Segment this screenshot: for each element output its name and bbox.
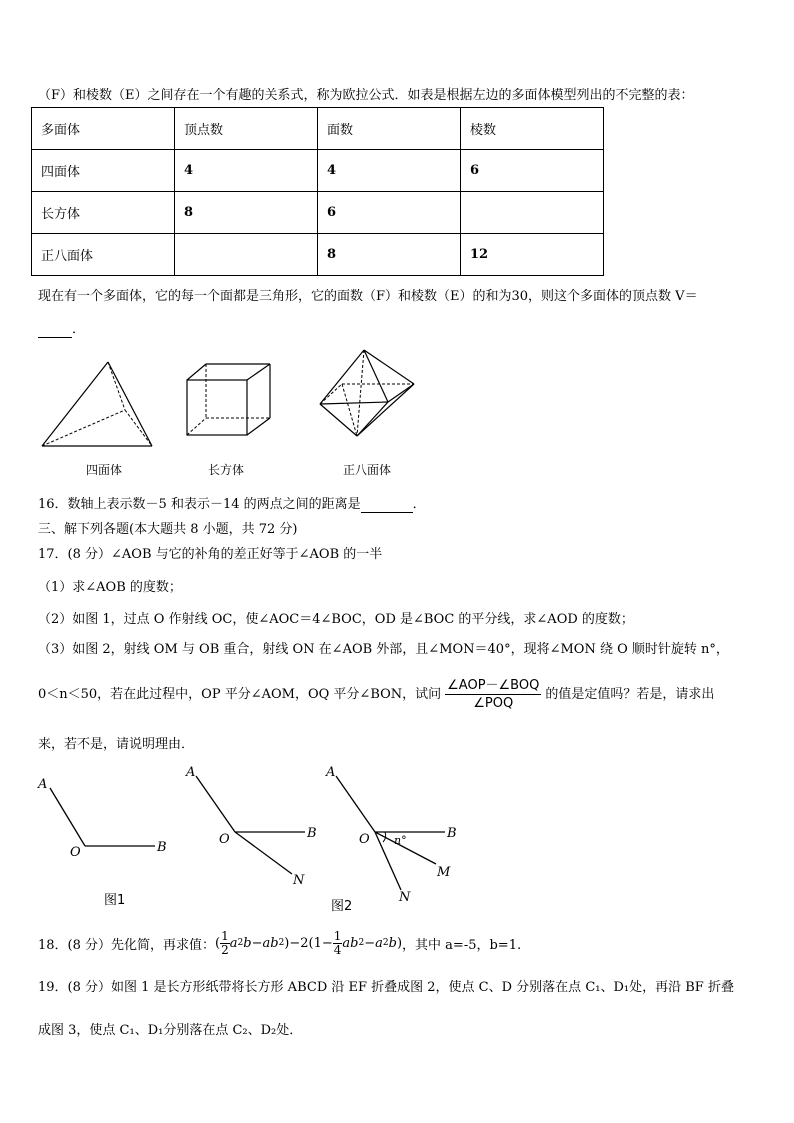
point-label: B — [157, 840, 167, 855]
table-row — [32, 150, 604, 192]
figure-2-right — [325, 765, 457, 905]
point-label: M — [437, 865, 451, 880]
q18-head: 18．(8 分）先化简，再求值： — [38, 937, 216, 953]
table-cell: 正八面体 — [32, 234, 175, 276]
point-label: N — [399, 890, 411, 905]
q18-line — [38, 924, 521, 962]
point-label: B — [307, 826, 317, 841]
polyhedra-figures — [30, 340, 430, 480]
table-cell: 四面体 — [32, 150, 175, 192]
q18-expression: ( 1 2 a 2 b − ab 2 )−2(1− 1 4 ab 2 − a 2 b ) — [215, 928, 403, 957]
q17-part2: （2）如图 1，过点 O 作射线 OC，使∠AOC＝4∠BOC，OD 是∠BOC 的平分线，求∠AOD 的度数； — [38, 612, 634, 627]
table-cell: 8 — [318, 234, 461, 276]
table-header-cell: 顶点数 — [175, 108, 318, 150]
octahedron-figure — [320, 350, 414, 436]
table-header-row — [32, 108, 604, 150]
q17-part3-cont — [38, 673, 714, 711]
point-label: A — [186, 765, 196, 780]
fraction-numerator: ∠AOP－∠BOQ — [445, 674, 541, 695]
q17-condition: 0＜n＜50，若在此过程中，OP 平分∠AOM，OQ 平分∠BON，试问 — [38, 686, 442, 702]
point-label: B — [447, 826, 457, 841]
point-label: N — [293, 873, 305, 888]
cuboid-figure — [187, 364, 270, 435]
ratio-fraction — [445, 674, 541, 711]
answer-blank — [38, 322, 72, 338]
q16-end: ． — [412, 497, 426, 512]
table-row — [32, 192, 604, 234]
q15-end: ． — [72, 322, 86, 337]
figure-2-left — [185, 765, 317, 888]
octahedron-label: 正八面体 — [343, 463, 392, 477]
answer-blank — [361, 497, 413, 513]
point-label: A — [38, 777, 48, 792]
point-label: O — [70, 845, 81, 860]
table-cell: 8 — [175, 192, 318, 234]
table-cell — [175, 234, 318, 276]
cuboid-label: 长方体 — [208, 463, 245, 477]
q17-part3: （3）如图 2，射线 OM 与 OB 重合，射线 ON 在∠AOB 外部，且∠MON＝40°，现将∠MON 绕 O 顺时针旋转 n°， — [38, 642, 729, 657]
polyhedron-table — [31, 107, 604, 276]
angle-label: n° — [394, 834, 407, 847]
table-cell: 4 — [175, 150, 318, 192]
fraction-denominator: ∠POQ — [473, 695, 514, 711]
figure-1-caption: 图1 — [104, 893, 126, 908]
table-header-cell: 棱数 — [461, 108, 604, 150]
table-header-cell: 多面体 — [32, 108, 175, 150]
tetrahedron-label: 四面体 — [86, 463, 123, 477]
q16-text: 16．数轴上表示数－5 和表示－14 的两点之间的距离是 — [38, 497, 361, 512]
q15-text: 现在有一个多面体，它的每一个面都是三角形，它的面数（F）和棱数（E）的和为30，则这个多面体的顶点数 V＝ — [38, 289, 698, 304]
table-cell: 12 — [461, 234, 604, 276]
table-cell — [461, 192, 604, 234]
section-heading: 三、解下列各题(本大题共 8 小题，共 72 分) — [38, 522, 298, 537]
table-cell: 4 — [318, 150, 461, 192]
table-header-cell: 面数 — [318, 108, 461, 150]
q17-question: 的值是定值吗？若是，请求出 — [545, 686, 715, 702]
q18-tail: ，其中 a=-5，b=1. — [402, 937, 522, 953]
point-label: O — [219, 832, 230, 847]
angle-figures — [30, 760, 480, 910]
figure-1 — [37, 777, 167, 860]
point-label: A — [326, 765, 336, 780]
table-cell: 6 — [461, 150, 604, 192]
table-row — [32, 234, 604, 276]
q17-head: 17．(8 分）∠AOB 与它的补角的差正好等于∠AOB 的一半 — [38, 547, 383, 562]
tetrahedron-figure — [42, 362, 152, 446]
q19-line-2: 成图 3，使点 C₁、D₁分别落在点 C₂、D₂处． — [38, 1023, 303, 1038]
figure-2-caption: 图2 — [331, 899, 353, 914]
table-cell: 6 — [318, 192, 461, 234]
q19-line-1: 19．(8 分）如图 1 是长方形纸带将长方形 ABCD 沿 EF 折叠成图 2，使点 C、D 分别落在点 C₁、D₁处，再沿 BF 折叠 — [38, 980, 734, 995]
q17-part1: （1）求∠AOB 的度数； — [38, 580, 182, 595]
table-cell: 长方体 — [32, 192, 175, 234]
point-label: O — [359, 832, 370, 847]
q15-answer-line — [38, 318, 85, 338]
q16-line — [38, 493, 426, 513]
intro-line: （F）和棱数（E）之间存在一个有趣的关系式，称为欧拉公式．如表是根据左边的多面体模型列出的不完整的表： — [38, 88, 694, 103]
q17-part3-end: 来，若不是，请说明理由． — [38, 737, 195, 752]
